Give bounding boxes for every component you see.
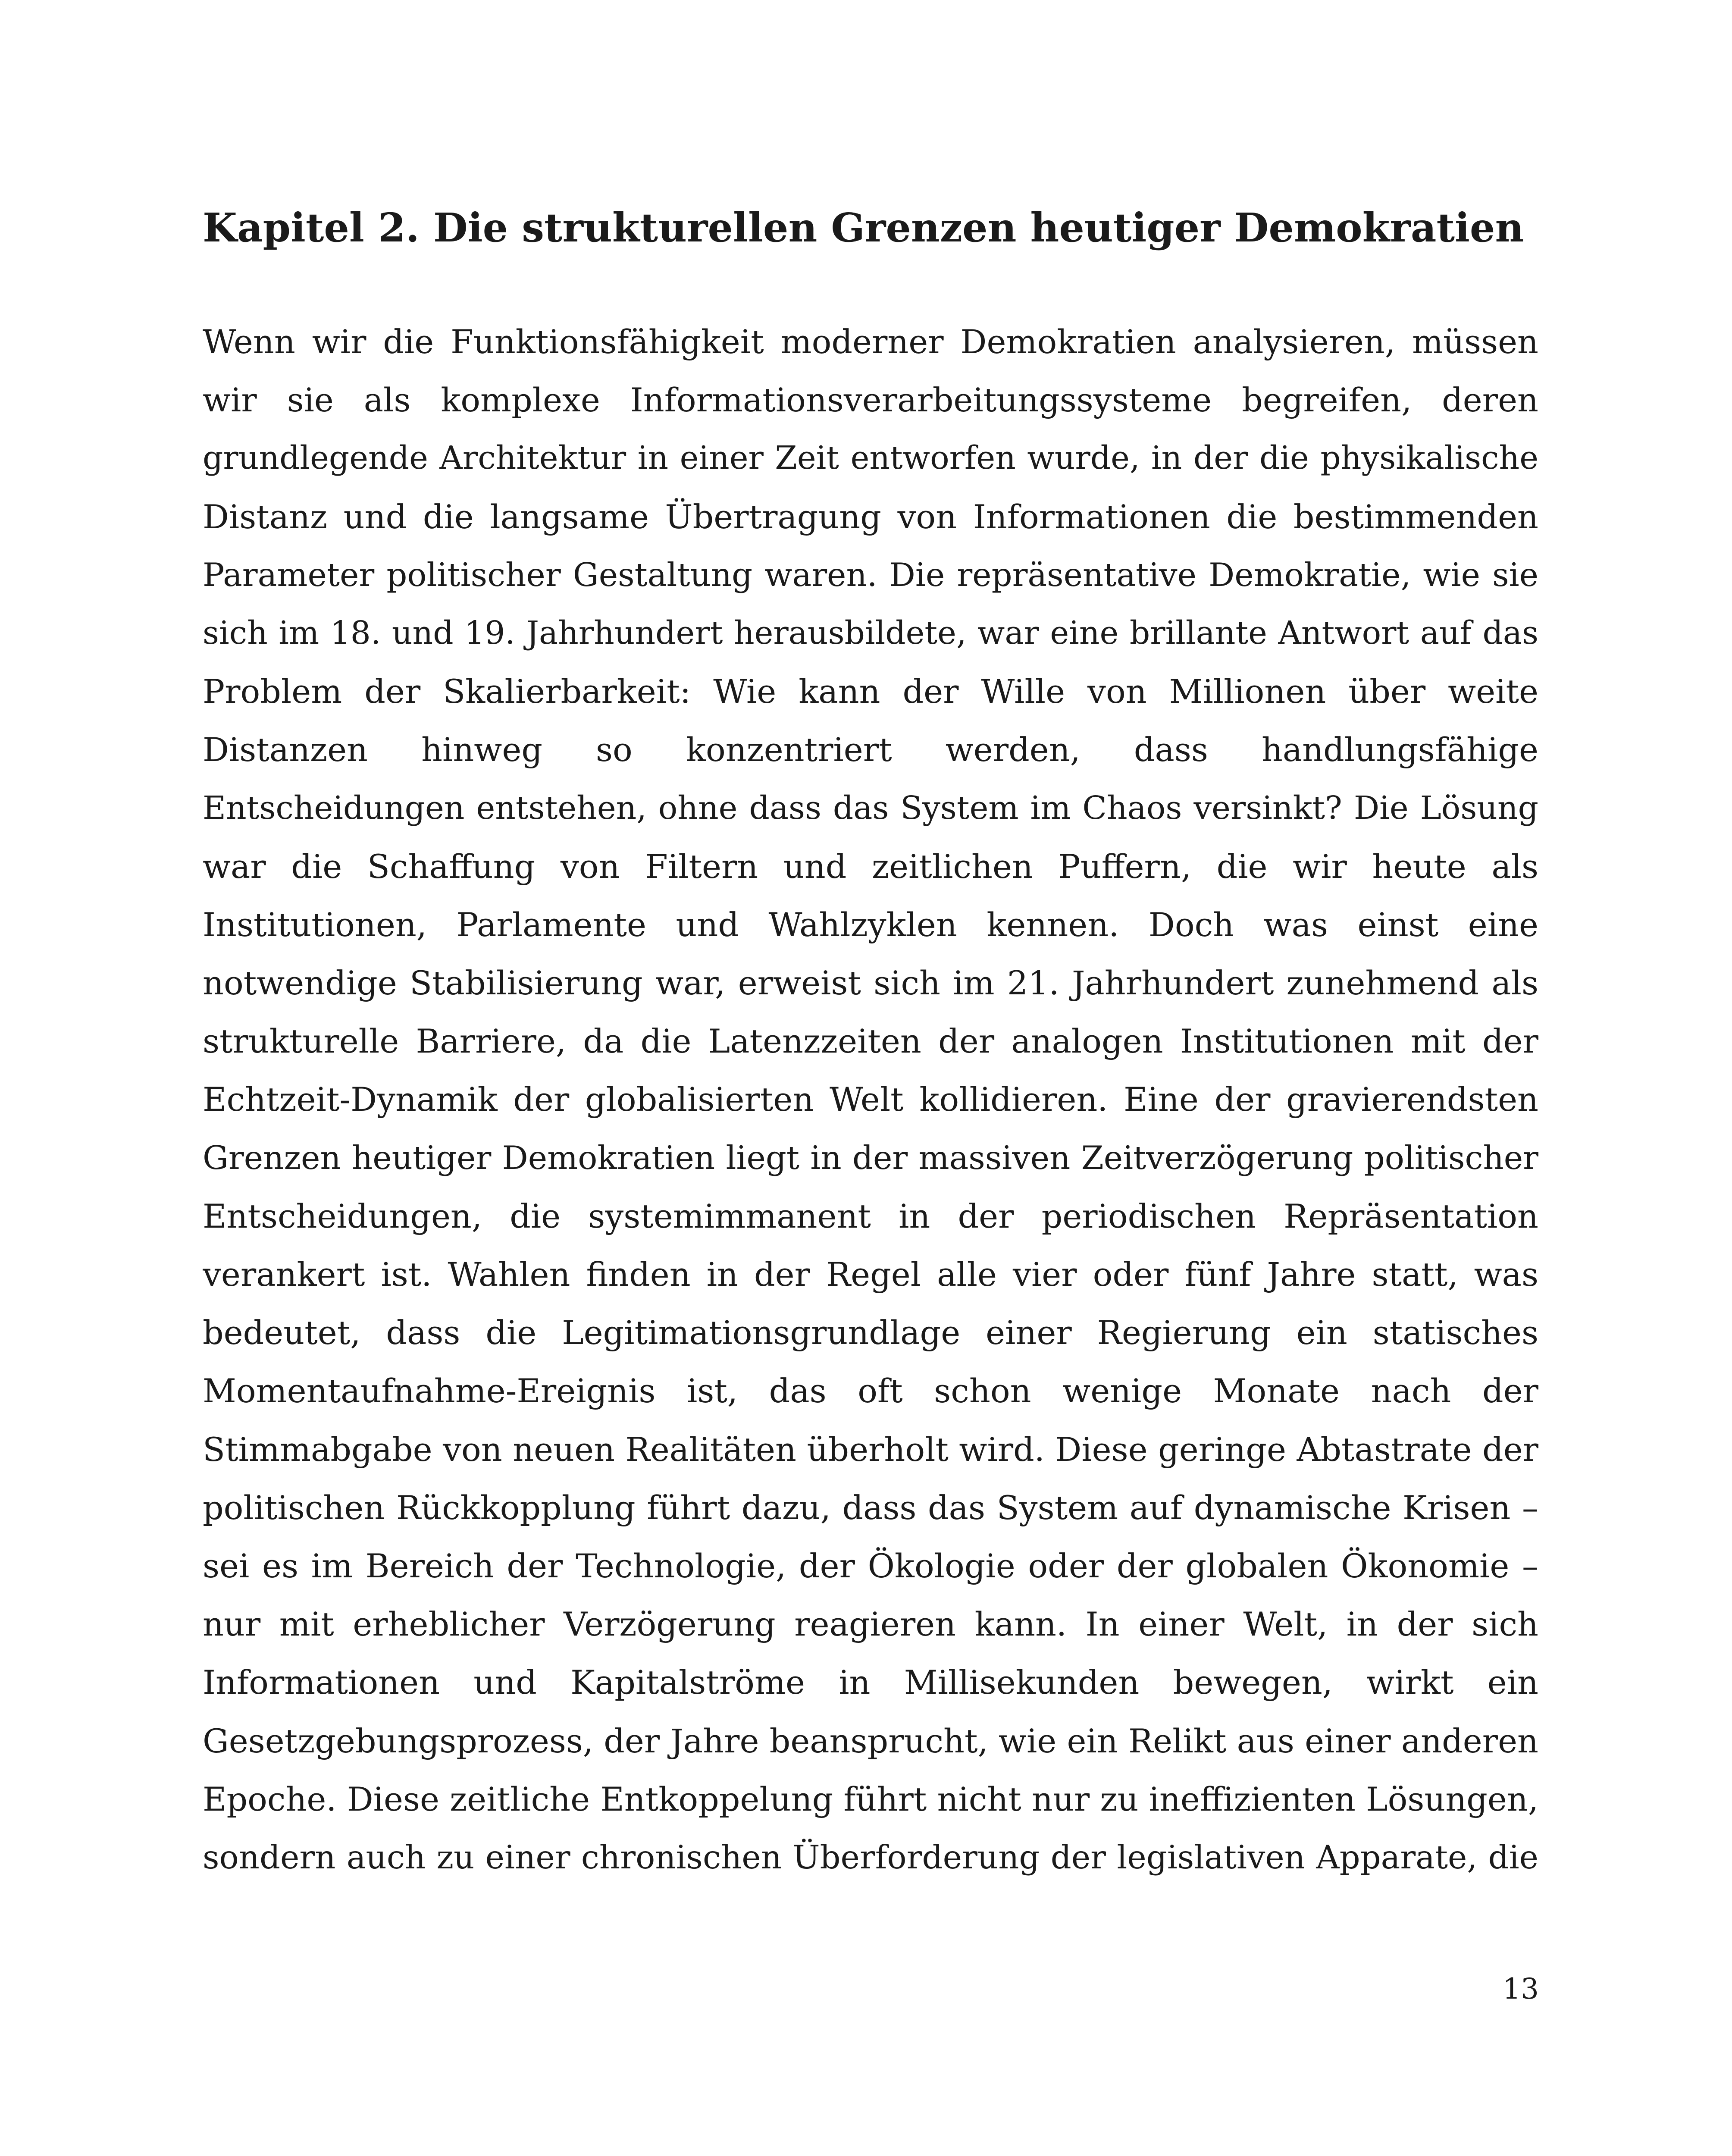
body-line: Stimmabgabe von neuen Realitäten überholt wird. Diese geringe Abtastrate der: [203, 1430, 1538, 1469]
body-line: verankert ist. Wahlen finden in der Regel alle vier oder fünf Jahre statt, was: [203, 1255, 1538, 1294]
body-line: strukturelle Barriere, da die Latenzzeiten der analogen Institutionen mit der: [203, 1022, 1538, 1061]
body-line: Entscheidungen, die systemimmanent in der periodischen Repräsentation: [203, 1197, 1538, 1235]
body-line: Distanz und die langsame Übertragung von Informationen die bestimmenden: [203, 497, 1538, 536]
body-line: Echtzeit-Dynamik der globalisierten Welt kollidieren. Eine der gravierendsten: [203, 1080, 1538, 1119]
body-line: sich im 18. und 19. Jahrhundert herausbildete, war eine brillante Antwort auf das: [203, 614, 1538, 652]
body-line: bedeutet, dass die Legitimationsgrundlage einer Regierung ein statisches: [203, 1313, 1538, 1352]
body-line: Grenzen heutiger Demokratien liegt in der massiven Zeitverzögerung politischer: [203, 1138, 1538, 1177]
body-line: Gesetzgebungsprozess, der Jahre beansprucht, wie ein Relikt aus einer anderen: [203, 1721, 1538, 1760]
body-line: Epoche. Diese zeitliche Entkoppelung führt nicht nur zu ineffizienten Lösungen,: [203, 1780, 1538, 1818]
page-number: 13: [1503, 1972, 1539, 2006]
body-line: politischen Rückkopplung führt dazu, dass das System auf dynamische Krisen –: [203, 1488, 1538, 1527]
body-line: Informationen und Kapitalströme in Millisekunden bewegen, wirkt ein: [203, 1663, 1538, 1702]
body-line: Entscheidungen entstehen, ohne dass das System im Chaos versinkt? Die Lösung: [203, 789, 1538, 827]
body-line: Problem der Skalierbarkeit: Wie kann der Wille von Millionen über weite: [203, 672, 1538, 711]
body-line: grundlegende Architektur in einer Zeit entworfen wurde, in der die physikalische: [203, 439, 1538, 477]
body-line: Institutionen, Parlamente und Wahlzyklen kennen. Doch was einst eine: [203, 905, 1538, 944]
body-line: wir sie als komplexe Informationsverarbeitungssysteme begreifen, deren: [203, 381, 1538, 420]
body-line: Parameter politischer Gestaltung waren. Die repräsentative Demokratie, wie sie: [203, 555, 1538, 594]
body-text: [203, 313, 1538, 1887]
body-line: war die Schaffung von Filtern und zeitlichen Puffern, die wir heute als: [203, 847, 1538, 886]
body-line: Wenn wir die Funktionsfähigkeit moderner Demokratien analysieren, müssen: [203, 323, 1538, 361]
chapter-title: Kapitel 2. Die strukturellen Grenzen heutiger Demokratien: [203, 204, 1524, 251]
body-line: sei es im Bereich der Technologie, der Ökologie oder der globalen Ökonomie –: [203, 1546, 1538, 1585]
body-line: sondern auch zu einer chronischen Überforderung der legislativen Apparate, die: [203, 1838, 1538, 1876]
body-line: notwendige Stabilisierung war, erweist sich im 21. Jahrhundert zunehmend als: [203, 964, 1538, 1003]
body-line: Momentaufnahme-Ereignis ist, das oft schon wenige Monate nach der: [203, 1372, 1538, 1410]
body-line: nur mit erheblicher Verzögerung reagieren kann. In einer Welt, in der sich: [203, 1605, 1538, 1644]
body-line: Distanzen hinweg so konzentriert werden, dass handlungsfähige: [203, 730, 1538, 769]
